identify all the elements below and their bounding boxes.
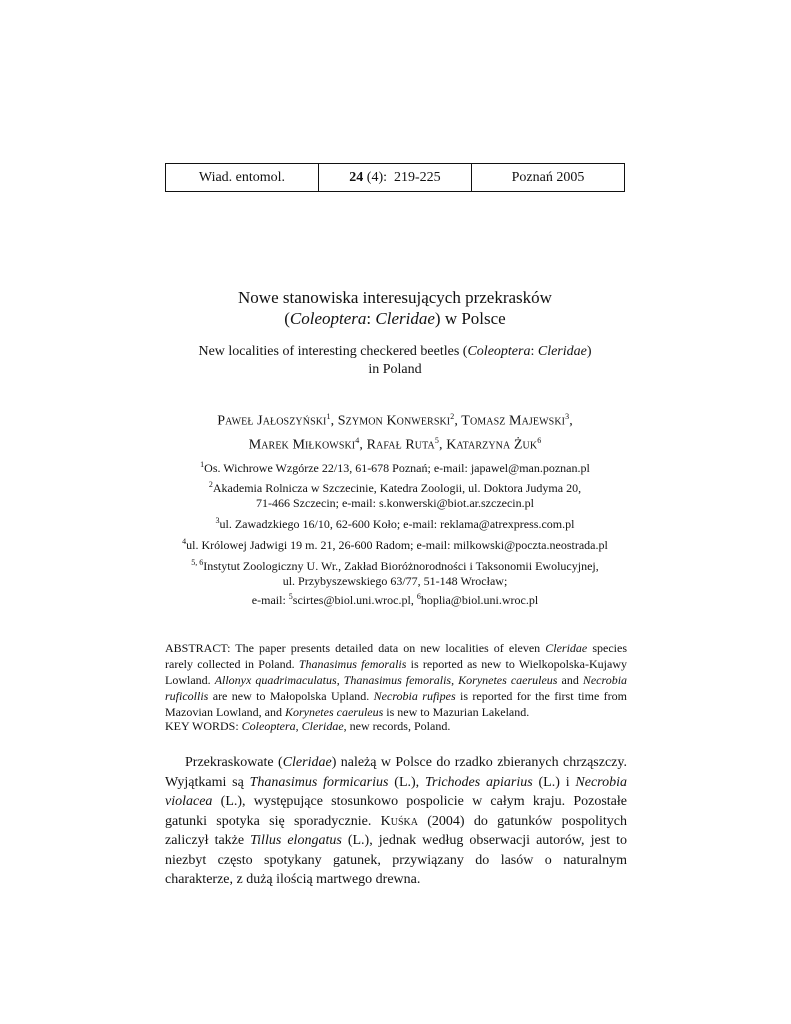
affiliation-1: $^1$Os. Wichrowe Wzgórze 22/13, 61-678 Poznań; e-mail: japawel@man.poznan.pl [200, 460, 590, 475]
title-line-2: (Coleoptera: Cleridae) w Polsce [284, 309, 506, 328]
author: Rafał Ruta [366, 437, 435, 453]
abstract: ABSTRACT: The paper presents detailed data on new localities of eleven Cleridae species rarely collected in Poland. Thanasimus femoralis is reported as new to Wielkopolska-Kujawy Lowland. Allonyx quadrimaculatus, Thanasimus femoralis, Korynetes caeruleus and Necrobia ruficollis are new to Małopolska Upland. Necrobia rufipes is reported for the first time from Mazovian Lowland, and Korynetes caeruleus is new to Mazurian Lakeland. [165, 641, 628, 719]
volume-number: 24 [349, 169, 364, 185]
author-list: Paweł Jałoszyński$^1$, Szymon Konwerski$^2$, Tomasz Majewski$^3$, Marek Miłkowski$^4$, Rafał Ruta$^5$, Katarzyna Żuk$^6$ [217, 412, 573, 453]
affiliation-3: $^3$ul. Zawadzkiego 16/10, 62-600 Koło; e-mail: reklama@atrexpress.com.pl [215, 516, 575, 531]
paper-title [165, 287, 625, 329]
affiliation-4: $^4$ul. Królowej Jadwigi 19 m. 21, 26-600 Radom; e-mail: milkowski@poczta.neostrada.pl [182, 537, 608, 552]
author: Tomasz Majewski [461, 413, 566, 429]
author: Szymon Konwerski [337, 413, 451, 429]
abstract-label: ABSTRACT: [165, 641, 231, 655]
cited-author: Kuśka [380, 813, 418, 829]
title-line-1: Nowe stanowiska interesujących przekrasków [238, 288, 552, 307]
volume-pages [318, 164, 471, 191]
key-words: KEY WORDS: Coleoptera, Cleridae, new records, Poland. [165, 719, 451, 733]
journal-name: Wiad. entomol. [198, 169, 286, 185]
affiliation-2: $^2$Akademia Rolnicza w Szczecinie, Katedra Zoologii, ul. Doktora Judyma 20, 71-466 Szczecin; e-mail: s.konwerski@biot.ar.szczecin.pl [208, 480, 582, 510]
author: Katarzyna Żuk [446, 437, 538, 453]
author: Paweł Jałoszyński [217, 413, 327, 429]
affiliation-5-6: $^{5, 6}$Instytut Zoologiczny U. Wr., Zakład Bioróżnorodności i Taksonomii Ewolucyjnej, ul. Przybyszewskiego 63/77, 51-148 Wrocław; e-mail: $^5$scirtes@biol.uni.wroc.pl, $^6$hoplia@biol.uni.wroc.pl [191, 558, 599, 607]
english-title-line-2: in Poland [368, 362, 422, 377]
author: Marek Miłkowski [248, 437, 356, 453]
english-title [165, 343, 625, 379]
issue-pages: (4): 219-225 [363, 169, 441, 185]
keywords-label: KEY WORDS: [165, 719, 239, 733]
place-year: Poznań 2005 [471, 164, 624, 191]
introduction-paragraph: Przekraskowate (Cleridae) należą w Polsce do rzadko zbieranych chrząszczy. Wyjątkami są Thanasimus formicarius (L.), Trichodes apiarius (L.) i Necrobia violacea (L.), występujące stosunkowo pospolicie w całym kraju. Pozostałe gatunki spotyka się sporadycznie. Kuśka (2004) do gatunków pospolitych zaliczył także Tillus elongatus (L.), jednak według obserwacji autorów, jest to niezbyt często spotykany gatunek, przywiązany do lasów o naturalnym charakterze, z dużą ilością martwego drewna. [165, 755, 628, 887]
english-title-line-1: New localities of interesting checkered beetles (Coleoptera: Cleridae) [198, 344, 592, 359]
citation-header [165, 163, 625, 192]
